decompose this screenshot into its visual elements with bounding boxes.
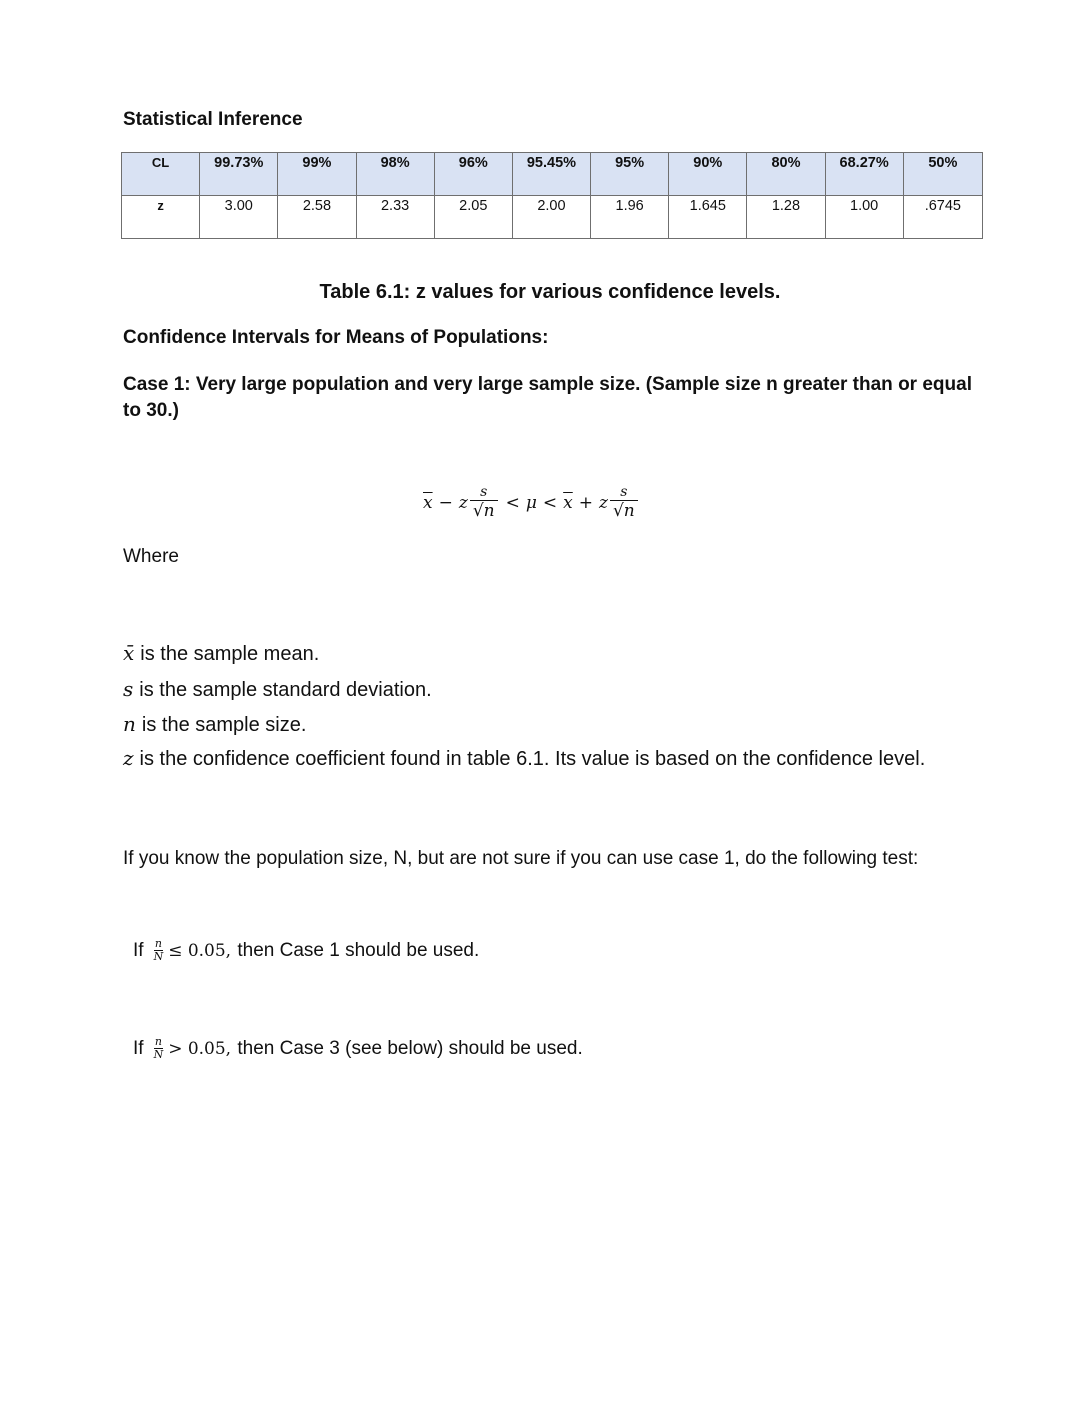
test-intro: If you know the population size, N, but are not sure if you can use case 1, do the following test: <box>123 848 919 869</box>
definition-text: is the sample size. <box>141 714 307 736</box>
definition-item <box>123 636 983 672</box>
test-fraction <box>154 938 164 963</box>
table-cell: 90% <box>669 153 747 196</box>
formula-z: z <box>599 492 608 513</box>
test-fraction <box>154 1036 164 1061</box>
test-condition: ≤ 0.05, <box>168 940 232 961</box>
table-cell: 96% <box>434 153 512 196</box>
test-fraction-num: n <box>154 1035 162 1048</box>
table-cell: 68.27% <box>825 153 903 196</box>
formula-fraction <box>470 484 498 521</box>
table-cell: 1.96 <box>591 196 669 239</box>
formula-z: z <box>458 492 468 513</box>
table-cell: 3.00 <box>200 196 278 239</box>
table-row-cl <box>122 153 983 196</box>
table-cell: 99.73% <box>200 153 278 196</box>
z-values-table <box>121 152 983 239</box>
definition-text: is the sample standard deviation. <box>139 678 432 701</box>
formula-lt: < <box>542 492 558 513</box>
table-cell: 2.58 <box>278 196 356 239</box>
table-cell: 1.28 <box>747 196 825 239</box>
test-fraction-den: N <box>153 950 164 963</box>
definition-item <box>123 707 983 743</box>
table-cell: 50% <box>903 153 982 196</box>
table-row-z <box>122 196 983 239</box>
formula-xbar: $\overline{x}$ <box>563 492 573 513</box>
table-cell: 98% <box>356 153 434 196</box>
case1-heading: Case 1: Very large population and very large sample size. (Sample size n greater than or equal to 30.) <box>123 374 972 421</box>
test-fraction-den: N <box>153 1048 164 1061</box>
test-case1-line <box>133 938 479 963</box>
test-result: then Case 1 should be used. <box>237 939 480 961</box>
definition-text: is the sample mean. <box>140 643 320 665</box>
definition-var: x̄ <box>123 641 135 665</box>
formula-sqrt-n: √n <box>470 500 498 521</box>
formula-plus: + <box>578 492 593 513</box>
table-cell: 2.05 <box>434 196 512 239</box>
test-case3-line <box>133 1036 583 1061</box>
formula-s: s <box>480 484 488 500</box>
definition-var: s <box>123 676 134 701</box>
section-title: Statistical Inference <box>123 109 303 130</box>
definition-item <box>123 743 983 774</box>
table-cell: 2.00 <box>512 196 590 239</box>
test-fraction-num: n <box>154 937 162 950</box>
formula-minus: − <box>438 492 453 513</box>
definitions-list <box>123 636 983 774</box>
table-cell: 95% <box>591 153 669 196</box>
formula-mu: μ <box>525 492 537 513</box>
formula-xbar: $\overline{x}$ <box>423 492 433 513</box>
test-condition: > 0.05, <box>168 1038 232 1059</box>
test-prefix: If <box>133 1037 144 1059</box>
table-header-z: z <box>122 196 200 239</box>
where-label: Where <box>123 546 179 567</box>
table-caption: Table 6.1: z values for various confidence levels. <box>319 281 781 303</box>
table-header-cl: CL <box>122 153 200 196</box>
table-cell: 80% <box>747 153 825 196</box>
table-cell: .6745 <box>903 196 982 239</box>
table-cell: 95.45% <box>512 153 590 196</box>
definition-item <box>123 672 983 708</box>
table-cell: 99% <box>278 153 356 196</box>
table-cell: 1.00 <box>825 196 903 239</box>
test-prefix: If <box>133 939 144 961</box>
formula-s: s <box>620 484 628 500</box>
test-result: then Case 3 (see below) should be used. <box>237 1037 583 1059</box>
definition-text: is the confidence coefficient found in table 6.1. Its value is based on the confidence level. <box>139 747 926 770</box>
definition-var: z <box>123 745 134 770</box>
formula-fraction <box>610 484 638 521</box>
table-cell: 1.645 <box>669 196 747 239</box>
ci-heading: Confidence Intervals for Means of Populations: <box>123 327 549 348</box>
table-cell: 2.33 <box>356 196 434 239</box>
formula-sqrt-n: √n <box>610 500 638 521</box>
definition-var: n <box>123 712 136 736</box>
confidence-interval-formula <box>423 484 640 521</box>
formula-lt: < <box>505 492 520 513</box>
